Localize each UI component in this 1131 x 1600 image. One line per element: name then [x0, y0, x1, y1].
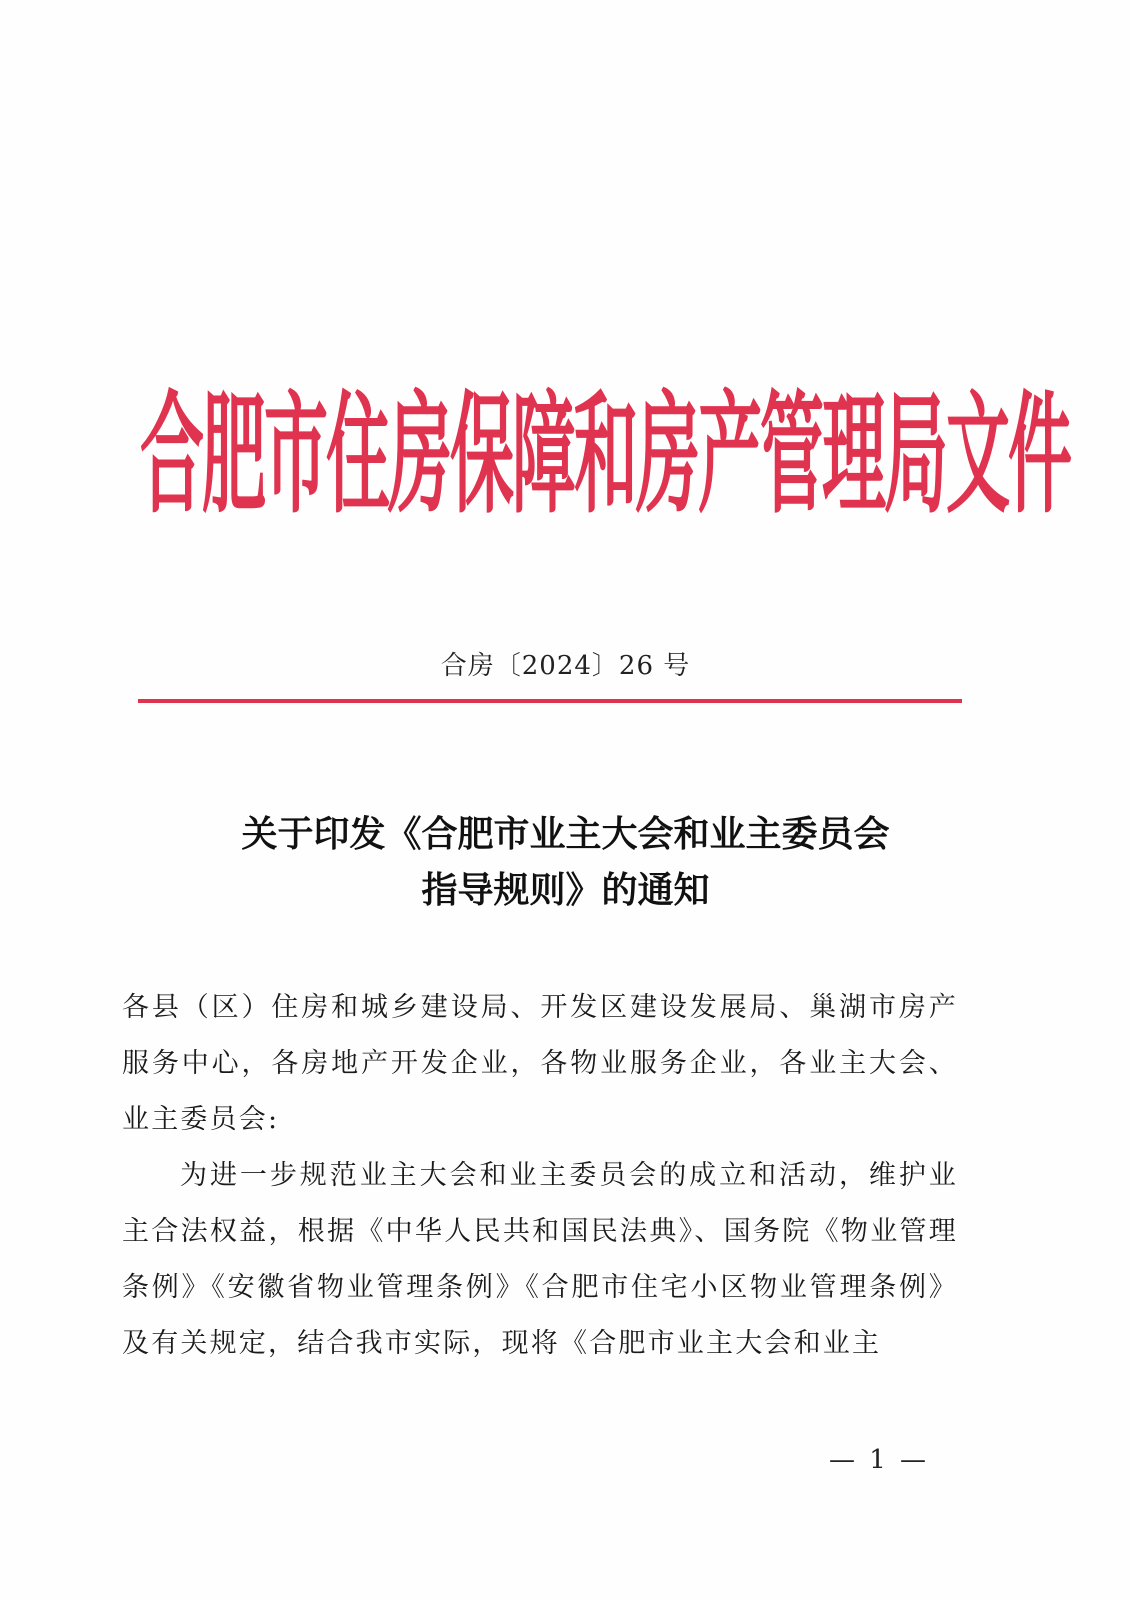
- recipients-paragraph: 各县（区）住房和城乡建设局、开发区建设发展局、巢湖市房产服务中心，各房地产开发企业，各物业服务企业，各业主大会、业主委员会:: [122, 992, 958, 1135]
- notice-title: [0, 806, 1131, 918]
- agency-header-title: 合肥市住房保障和房产管理局文件: [140, 381, 1070, 533]
- notice-body: [122, 980, 958, 1372]
- page-number: — 1 —: [828, 1445, 930, 1475]
- document-number: 合房〔2024〕26 号: [440, 651, 691, 681]
- body-paragraph-1: 为进一步规范业主大会和业主委员会的成立和活动，维护业主合法权益，根据《中华人民共和国民法典》、国务院《物业管理条例》《安徽省物业管理条例》《合肥市住宅小区物业管理条例》及有关规定，结合我市实际，现将《合肥市业主大会和业主: [122, 1160, 958, 1359]
- notice-title-line-2: 指导规则》的通知: [421, 869, 710, 911]
- red-divider-line: [138, 699, 962, 703]
- notice-title-line-1: 关于印发《合肥市业主大会和业主委员会: [241, 813, 890, 855]
